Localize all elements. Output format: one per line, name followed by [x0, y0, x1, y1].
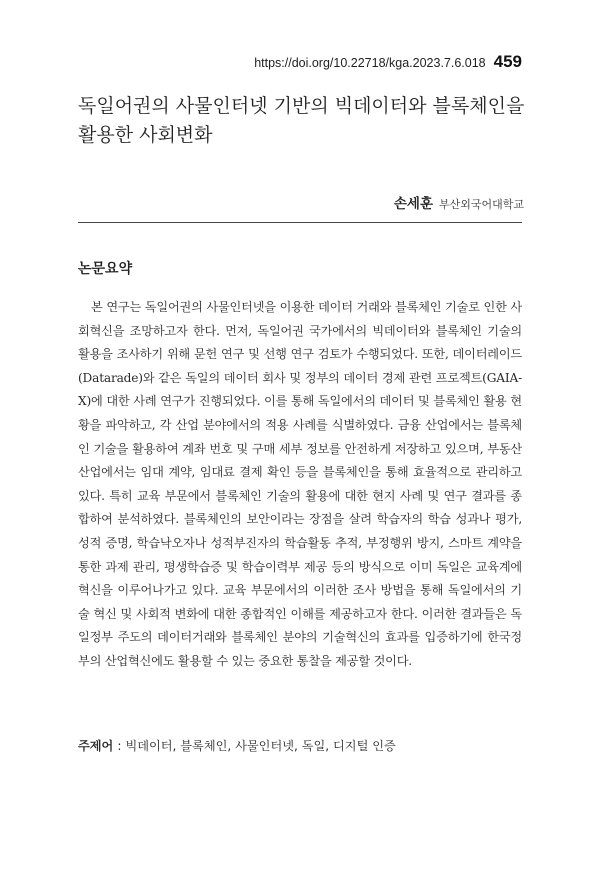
author-name: 손세훈: [393, 196, 433, 212]
doi-link[interactable]: https://doi.org/10.22718/kga.2023.7.6.018: [254, 56, 486, 70]
author-block: [394, 192, 524, 212]
page-number: 459: [493, 52, 522, 71]
title-divider: [78, 222, 522, 223]
abstract-heading: 논문요약: [78, 261, 133, 277]
keywords-line: [78, 737, 528, 754]
paper-title: 독일어권의 사물인터넷 기반의 빅데이터와 블록체인을 활용한 사회변화: [78, 95, 525, 146]
author-affiliation: 부산외국어대학교: [438, 198, 524, 211]
page-header: [254, 52, 522, 72]
abstract-body: 본 연구는 독일어권의 사물인터넷을 이용한 데이터 거래와 블록체인 기술로 인한 사회혁신을 조망하고자 한다. 먼저, 독일어권 국가에서의 빅데이터와 블록체인 기술의 활용을 조사하기 위해 문헌 연구 및 선행 연구 검토가 수행되었다. 또한, 데이터레이드(Datarade)와 같은 독일의 데이터 회사 및 정부의 데이터 경제 관련 프로젝트(GAIA-X)에 대한 사례 연구가 진행되었다. 이를 통해 독일에서의 데이터 및 블록체인 활용 현황을 파악하고, 각 산업 분야에서의 적용 사례를 식별하였다. 금융 산업에서는 블록체인 기술을 활용하여 계좌 번호 및 구매 세부 정보를 안전하게 저장하고 있으며, 부동산 산업에서는 임대 계약, 임대료 결제 확인 등을 블록체인을 통해 효율적으로 관리하고 있다. 특히 교육 부문에서 블록체인 기술의 활용에 대한 현지 사례 및 연구 결과를 종합하여 분석하였다. 블록체인의 보안이라는 장점을 살려 학습자의 학습 성과나 평가, 성적 증명, 학습낙오자나 성적부진자의 학습활동 추적, 부정행위 방지, 스마트 계약을 통한 과제 관리, 평생학습증 및 학습이력부 제공 등의 방식으로 이미 독일은 교육계에 혁신을 이루어나가고 있다. 교육 부문에서의 이러한 조사 방법을 통해 독일에서의 기술 혁신 및 사회적 변화에 대한 종합적인 이해를 제공하고자 한다. 이러한 결과들은 독일정부 주도의 데이터거래와 블록체인 분야의 기술혁신의 효과를 입증하기에 한국정부의 산업혁신에도 활용할 수 있는 중요한 통찰을 제공할 것이다.: [78, 300, 522, 668]
keywords-list: 빅데이터, 블록체인, 사물인터넷, 독일, 디지털 인증: [125, 739, 396, 753]
keywords-separator: :: [117, 739, 122, 753]
keywords-label: 주제어: [78, 739, 114, 753]
